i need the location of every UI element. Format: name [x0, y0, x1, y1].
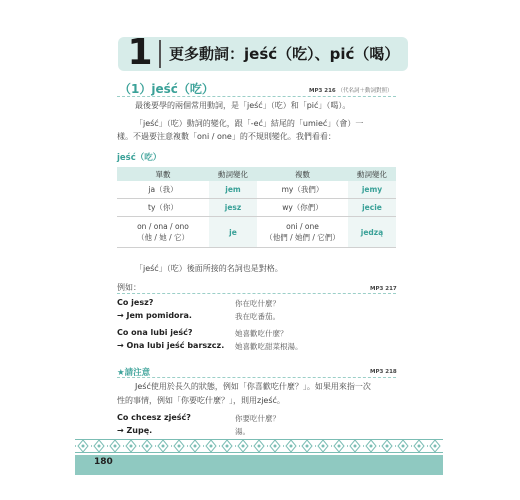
lesson-title: 更多動詞：jeść（吃）、pić（喝） [169, 45, 400, 63]
table-label: jeść（吃） [117, 153, 162, 163]
note-chinese: 你要吃什麼？ [235, 414, 280, 423]
singular-pronoun: on / ona / ono [137, 222, 189, 231]
note-polish: Co chcesz zjeść? [117, 413, 191, 422]
note-polish: → Zupę. [117, 426, 153, 435]
plural-pronoun-zh: （他們 / 她們 / 它們） [265, 233, 340, 242]
note-paragraph-line2: 性的事情，例如「你要吃什麼？」，則用zjeść。 [117, 396, 285, 405]
section-title: （1）jeść（吃） [119, 82, 214, 96]
section-divider [117, 96, 396, 97]
example-polish: Co ona lubi jeść? [117, 328, 193, 337]
singular-verb: je [209, 217, 257, 248]
example-label: 例如： [117, 283, 141, 292]
table-header-row [117, 167, 396, 181]
singular-pronoun-cell [117, 217, 209, 248]
example-polish: Co jesz? [117, 298, 154, 307]
table-row [117, 217, 396, 248]
plural-pronoun: my（我們） [257, 181, 348, 199]
singular-verb: jesz [209, 199, 257, 217]
note-title: ★請注意 [117, 368, 151, 378]
table-header: 動詞變化 [209, 167, 257, 181]
plural-pronoun-cell [257, 217, 348, 248]
plural-verb: jedzą [348, 217, 396, 248]
after-table-note: 「jeść」（吃）後面所接的名詞也是對格。 [135, 264, 283, 273]
example-divider [117, 293, 396, 294]
example-chinese: 她喜歡吃甜菜根湯。 [235, 342, 303, 351]
mp3-tag-216 [309, 86, 393, 94]
table-header: 單數 [117, 167, 209, 181]
singular-pronoun: ja（我） [117, 181, 209, 199]
table-row [117, 199, 396, 217]
mp3-tag-218 [370, 369, 397, 375]
intro-paragraph: 最後要學的兩個常用動詞，是「jeść」（吃）和「pić」（喝）。 [135, 101, 351, 110]
note-paragraph-line1: Jeść使用於長久的狀態，例如「你喜歡吃什麼？」。如果用來指一次 [135, 382, 371, 391]
conjugation-table [117, 167, 396, 248]
page-number: 180 [94, 457, 113, 467]
example-chinese: 你在吃什麼？ [235, 299, 280, 308]
lesson-number: 1 [127, 32, 153, 73]
example-chinese: 我在吃番茄。 [235, 312, 280, 321]
footer-bar [75, 455, 443, 475]
plural-pronoun: wy（你們） [257, 199, 348, 217]
footer-decorative-pattern [75, 439, 443, 453]
table-header: 動詞變化 [348, 167, 396, 181]
singular-pronoun: ty（你） [117, 199, 209, 217]
plural-verb: jecie [348, 199, 396, 217]
example-polish: → Jem pomidora. [117, 311, 192, 320]
mp3-note: （代名詞＋動詞對照） [337, 88, 393, 94]
singular-verb: jem [209, 181, 257, 199]
mp3-label: MP3 217 [370, 286, 397, 292]
table-header: 複數 [257, 167, 348, 181]
plural-pronoun: oni / one [286, 222, 319, 231]
banner-divider [159, 40, 161, 68]
example-polish: → Ona lubi jeść barszcz. [117, 341, 225, 350]
conj-paragraph-line2: 樣。不過要注意複數「oni / one」的不規則變化。我們看看： [117, 132, 336, 141]
plural-verb: jemy [348, 181, 396, 199]
note-divider [117, 377, 396, 378]
note-chinese: 湯。 [235, 427, 250, 436]
conj-paragraph-line1: 「jeść」（吃）動詞的變化，跟「-eć」結尾的「umieć」（會）一 [135, 119, 364, 128]
mp3-label: MP3 218 [370, 369, 397, 375]
example-chinese: 她喜歡吃什麼？ [235, 329, 288, 338]
table-row [117, 181, 396, 199]
mp3-label: MP3 216 [309, 88, 336, 94]
singular-pronoun-zh: （他 / 她 / 它） [136, 233, 190, 242]
mp3-tag-217 [370, 286, 397, 292]
